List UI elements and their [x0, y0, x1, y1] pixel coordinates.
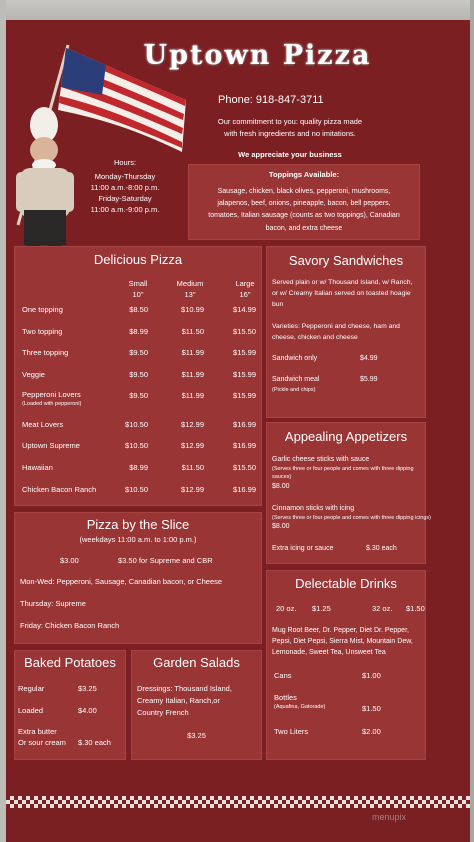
two-liters-price: $2.00 — [362, 727, 381, 736]
pizza-row-large: $16.99 — [233, 441, 256, 450]
watermark: menupix — [372, 812, 407, 822]
col-medium-size: 13" — [184, 290, 196, 299]
pizza-row-small: $8.99 — [129, 327, 148, 336]
hours-time-1: 11:00 a.m.-8:00 p.m. — [90, 183, 160, 192]
sandwich-meal-price: $5.99 — [360, 376, 378, 383]
col-medium: Medium — [176, 279, 204, 288]
restaurant-title: Uptown Pizza — [143, 40, 372, 71]
pizza-title: Delicious Pizza — [93, 252, 183, 267]
pizza-row-large: $14.99 — [233, 305, 256, 314]
appetizers-title: Appealing Appetizers — [284, 429, 408, 444]
sandwiches-varieties-1: Varieties: Pepperoni and cheese, ham and — [272, 323, 400, 330]
pizza-row-medium: $11.50 — [181, 463, 204, 472]
hours-days-1: Monday-Thursday — [94, 172, 156, 181]
potatoes-extra-price: $.30 each — [78, 738, 111, 747]
hours-time-2: 11:00 a.m.-9:00 p.m. — [90, 205, 160, 214]
bottles-label: Bottles — [274, 693, 297, 702]
bottles-price: $1.50 — [362, 704, 381, 713]
salads-line-1: Dressings: Thousand Island, — [137, 684, 232, 693]
slice-friday: Friday: Chicken Bacon Ranch — [20, 621, 120, 630]
salads-line-2: Creamy Italian, Ranch,or — [137, 696, 220, 705]
hours-title: Hours: — [113, 158, 137, 167]
pizza-row-medium: $10.99 — [181, 305, 204, 314]
drink-price-20oz: $1.25 — [312, 604, 331, 613]
sandwiches-desc-3: bun — [272, 301, 284, 308]
pizza-row-large: $15.99 — [233, 370, 256, 379]
garlic-sticks-note-1: (Serves three or four people and comes with three dipping — [272, 466, 414, 472]
col-small-size: 10" — [132, 290, 144, 299]
garlic-sticks-note-2: sauces) — [272, 474, 292, 480]
toppings-line-3: tomatoes, Italian sausage (counts as two toppings), Canadian — [208, 212, 400, 219]
toppings-title: Toppings Available: — [268, 170, 340, 179]
pizza-row-small: $10.50 — [125, 420, 148, 429]
slice-subtitle: (weekdays 11:00 a.m. to 1:00 p.m.) — [79, 535, 197, 544]
pizza-row-name: Pepperoni Lovers — [22, 390, 81, 399]
pizza-row-small: $9.50 — [129, 391, 148, 400]
potatoes-regular-price: $3.25 — [78, 684, 97, 693]
extra-icing-price: $.30 each — [366, 545, 397, 552]
pizza-row-small: $10.50 — [125, 441, 148, 450]
pizza-row-name: One topping — [22, 305, 63, 314]
photo-right-edge — [470, 0, 474, 842]
commitment-line-1: Our commitment to you: quality pizza made — [217, 117, 363, 126]
col-large: Large — [235, 279, 255, 288]
potatoes-extra-line-2: Or sour cream — [18, 738, 66, 747]
potatoes-regular-label: Regular — [18, 684, 45, 693]
pizza-row-name: Uptown Supreme — [22, 441, 80, 450]
salads-title: Garden Salads — [153, 655, 240, 670]
sandwiches-title: Savory Sandwiches — [288, 253, 404, 268]
toppings-line-1: Sausage, chicken, black olives, pepperoni, mushrooms, — [217, 188, 391, 195]
col-large-size: 16" — [239, 290, 251, 299]
pizza-row-note: (Loaded with pepperoni) — [22, 401, 82, 407]
pizza-row-medium: $12.99 — [181, 420, 204, 429]
pizza-row-medium: $12.99 — [181, 441, 204, 450]
drinks-list-3: Lemonade, Sweet Tea, Unsweet Tea — [272, 649, 386, 656]
salads-line-3: Country French — [137, 708, 189, 717]
pizza-row-medium: $11.99 — [181, 391, 204, 400]
pizza-row-name: Chicken Bacon Ranch — [22, 485, 97, 494]
sandwich-only-label: Sandwich only — [272, 355, 318, 362]
pizza-row-large: $16.99 — [233, 485, 256, 494]
drink-size-20oz: 20 oz. — [276, 604, 297, 613]
cinnamon-sticks-price: $8.00 — [272, 523, 290, 530]
potatoes-extra-line-1: Extra butter — [18, 727, 57, 736]
garlic-sticks-name: Garlic cheese sticks with sauce — [272, 456, 370, 463]
pizza-row-small: $8.50 — [129, 305, 148, 314]
cans-price: $1.00 — [362, 671, 381, 680]
drink-price-32oz: $1.50 — [406, 604, 425, 613]
sandwich-meal-label: Sandwich meal — [272, 376, 320, 383]
cans-label: Cans — [274, 671, 292, 680]
pizza-row-name: Two topping — [22, 327, 63, 336]
salads-price: $3.25 — [187, 731, 206, 740]
pizza-row-medium: $12.99 — [181, 485, 204, 494]
col-small: Small — [128, 279, 148, 288]
photo-top-edge — [0, 0, 474, 20]
two-liters-label: Two Liters — [274, 727, 309, 736]
pizza-row-large: $15.99 — [233, 391, 256, 400]
cinnamon-sticks-note: (Serves three or four people and comes with three dipping icings) — [272, 515, 431, 521]
pizza-row-name: Veggie — [22, 370, 45, 379]
slice-thursday: Thursday: Supreme — [20, 599, 86, 608]
pizza-row-name: Meat Lovers — [22, 420, 64, 429]
pizza-row-small: $9.50 — [129, 370, 148, 379]
appreciate-text: We appreciate your business — [238, 150, 342, 159]
pizza-row-large: $16.99 — [233, 420, 256, 429]
pizza-row-medium: $11.99 — [181, 348, 204, 357]
drinks-list-1: Mug Root Beer, Dr. Pepper, Diet Dr. Pepper, — [272, 627, 409, 634]
extra-icing-label: Extra icing or sauce — [272, 545, 334, 552]
sandwiches-desc-1: Served plain or w/ Thousand Island, w/ Ranch, — [272, 279, 413, 286]
pizza-row-medium: $11.50 — [181, 327, 204, 336]
drink-size-32oz: 32 oz. — [372, 604, 393, 613]
slice-mon-wed: Mon-Wed: Pepperoni, Sausage, Canadian bacon, or Cheese — [20, 577, 223, 586]
bottles-note: (Aquafina, Gatorade) — [274, 704, 326, 710]
cinnamon-sticks-name: Cinnamon sticks with icing — [272, 505, 355, 512]
pizza-row-name: Hawaiian — [22, 463, 53, 472]
toppings-line-4: bacon, and extra cheese — [265, 225, 343, 232]
hours-days-2: Friday-Saturday — [98, 194, 152, 203]
sandwiches-desc-2: or w/ Creamy Italian served on toasted hoagie — [272, 290, 411, 297]
potatoes-loaded-price: $4.00 — [78, 706, 97, 715]
pizza-row-medium: $11.99 — [181, 370, 204, 379]
pizza-row-small: $9.50 — [129, 348, 148, 357]
pizza-row-small: $8.99 — [129, 463, 148, 472]
pizza-row-large: $15.99 — [233, 348, 256, 357]
pizza-row-large: $15.50 — [233, 463, 256, 472]
toppings-line-2: jalapenos, beef, onions, pineapple, bacon, bell peppers, — [217, 200, 391, 207]
sandwiches-varieties-2: cheese, chicken and cheese — [272, 334, 358, 341]
slice-price-regular: $3.00 — [60, 556, 79, 565]
phone-number: Phone: 918-847-3711 — [218, 94, 324, 106]
sandwich-only-price: $4.99 — [360, 355, 378, 362]
drinks-title: Delectable Drinks — [295, 576, 397, 591]
pizza-row-large: $15.50 — [233, 327, 256, 336]
pizza-row-small: $10.50 — [125, 485, 148, 494]
pizza-row-name: Three topping — [22, 348, 69, 357]
slice-price-supreme: $3.50 for Supreme and CBR — [118, 556, 213, 565]
drinks-list-2: Pepsi, Diet Pepsi, Sierra Mist, Mountain Dew, — [272, 638, 413, 645]
slice-title: Pizza by the Slice — [86, 517, 190, 532]
commitment-line-2: with fresh ingredients and no imitations. — [224, 129, 356, 138]
garlic-sticks-price: $8.00 — [272, 483, 290, 490]
sandwich-meal-note: (Pickle and chips) — [272, 387, 316, 393]
potatoes-title: Baked Potatoes — [24, 655, 116, 670]
checkered-border — [6, 796, 470, 808]
potatoes-loaded-label: Loaded — [18, 706, 44, 715]
